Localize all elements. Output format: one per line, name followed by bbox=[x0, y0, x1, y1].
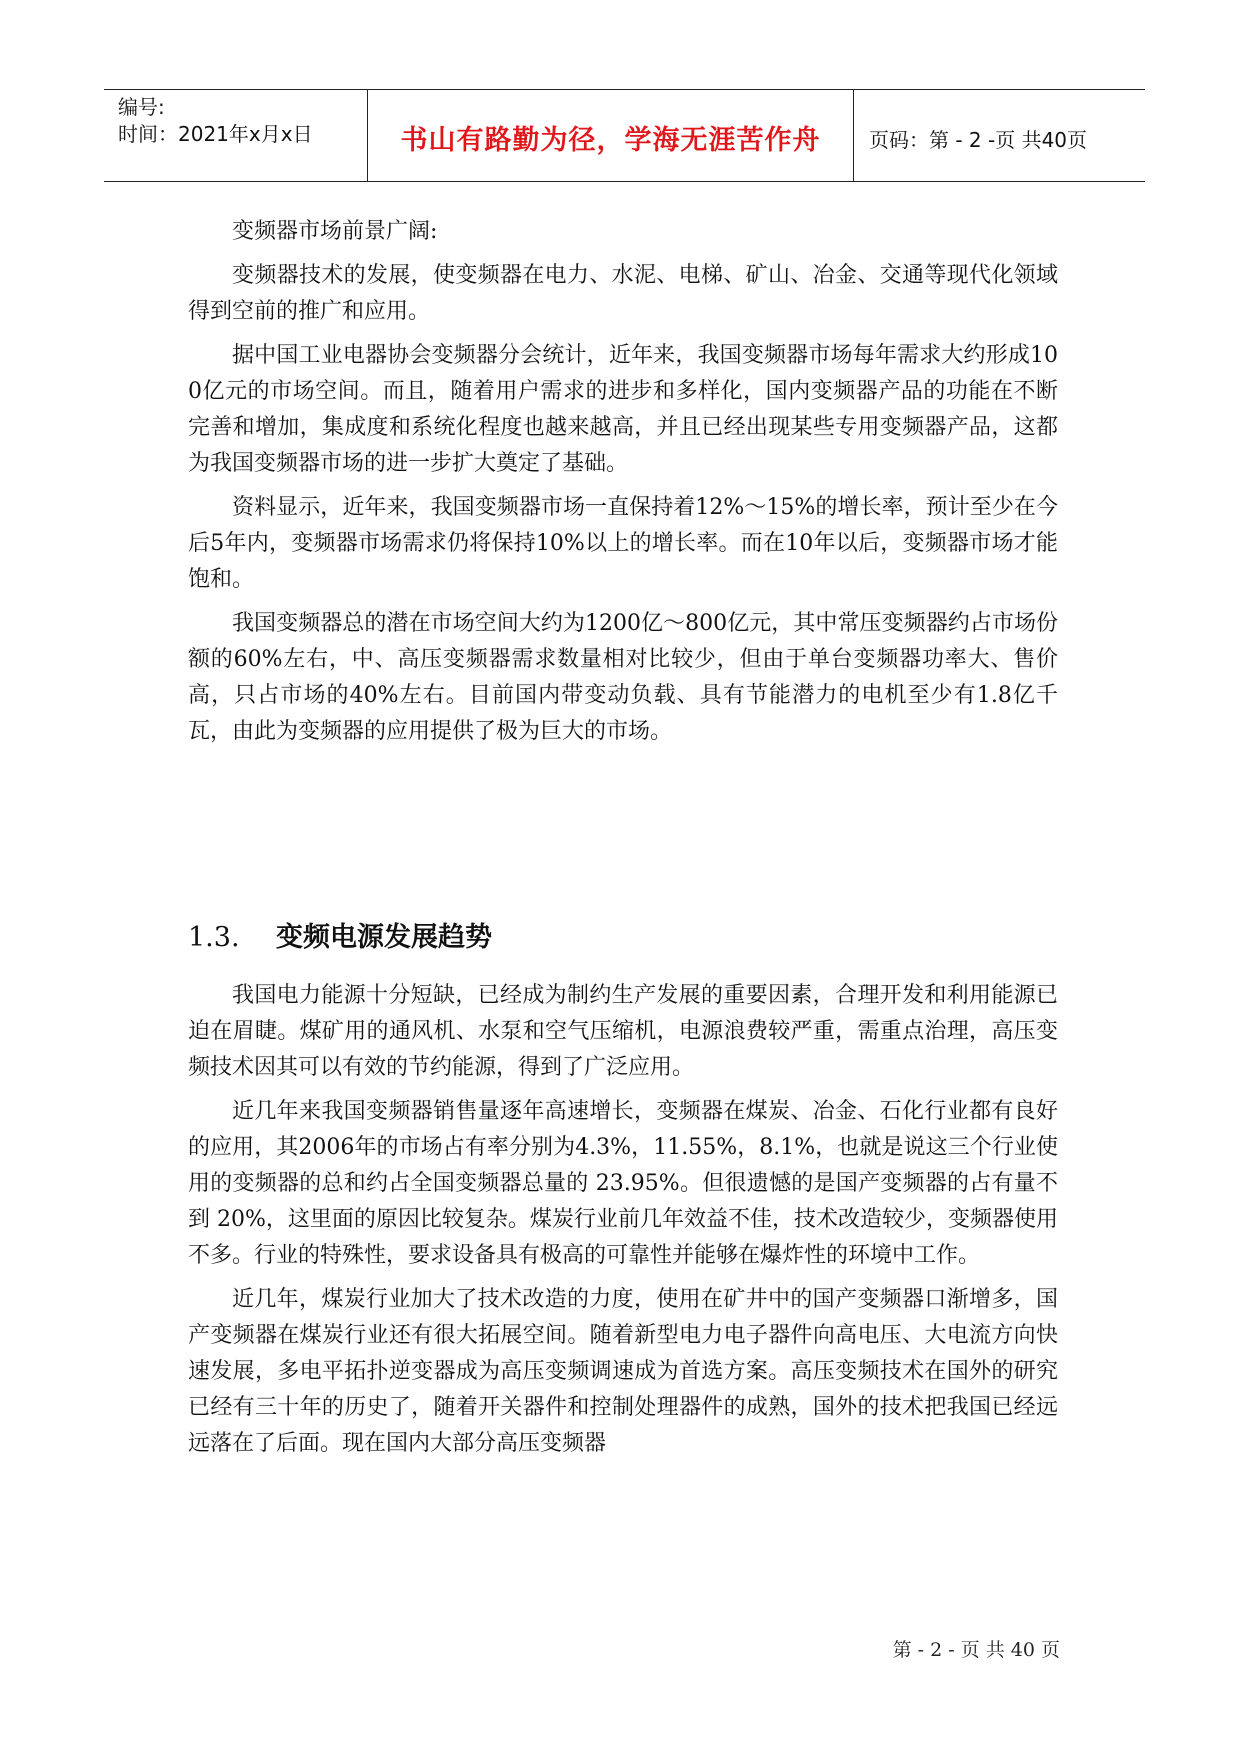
paragraph: 我国电力能源十分短缺，已经成为制约生产发展的重要因素，合理开发和利用能源已迫在眉睫。煤矿用的通风机、水泵和空气压缩机，电源浪费较严重，需重点治理，高压变频技术因其可以有效的节约能源，得到了广泛应用。 bbox=[188, 983, 1058, 1080]
serial-label: 编号: bbox=[118, 95, 165, 119]
document-body bbox=[188, 214, 1058, 750]
time-label: 时间：2021年x月x日 bbox=[118, 122, 313, 146]
section-title: 变频电源发展趋势 bbox=[276, 922, 492, 953]
paragraph: 近几年来我国变频器销售量逐年高速增长，变频器在煤炭、冶金、石化行业都有良好的应用，其2006年的市场占有率分别为4.3%，11.55%，8.1%，也就是说这三个行业使用的变频器的总和约占全国变频器总量的 23.95%。但很遗憾的是国产变频器的占有量不到 20%，这里面的原因比较复杂。煤炭行业前几年效益不佳，技术改造较少，变频器使用不多。行业的特殊性，要求设备具有极高的可靠性并能够在爆炸性的环境中工作。 bbox=[188, 1099, 1058, 1268]
page-footer: 第 - 2 - 页 共 40 页 bbox=[892, 1639, 1060, 1661]
section-number: 1.3. bbox=[188, 922, 240, 953]
section-1-3 bbox=[188, 920, 1058, 1462]
header-meta bbox=[118, 94, 368, 148]
paragraph: 我国变频器总的潜在市场空间大约为1200亿～800亿元，其中常压变频器约占市场份额的60%左右，中、高压变频器需求数量相对比较少，但由于单台变频器功率大、售价高，只占市场的40%左右。目前国内带变动负载、具有节能潜力的电机至少有1.8亿千瓦，由此为变频器的应用提供了极为巨大的市场。 bbox=[188, 611, 1058, 744]
section-heading bbox=[188, 920, 1058, 956]
header-motto: 书山有路勤为径，学海无涯苦作舟 bbox=[400, 125, 821, 156]
header-divider-left bbox=[367, 90, 368, 182]
header-divider-right bbox=[853, 90, 854, 182]
paragraph: 近几年，煤炭行业加大了技术改造的力度，使用在矿井中的国产变频器口渐增多，国产变频器在煤炭行业还有很大拓展空间。随着新型电力电子器件向高电压、大电流方向快速发展，多电平拓扑逆变器成为高压变频调速成为首选方案。高压变频技术在国外的研究已经有三十年的历史了，随着开关器件和控制处理器件的成熟，国外的技术把我国已经远远落在了后面。现在国内大部分高压变频器 bbox=[188, 1287, 1058, 1456]
page-header bbox=[104, 89, 1145, 182]
intro-title: 变频器市场前景广阔: bbox=[232, 219, 438, 244]
paragraph: 据中国工业电器协会变频器分会统计，近年来，我国变频器市场每年需求大约形成100亿元的市场空间。而且，随着用户需求的进步和多样化，国内变频器产品的功能在不断完善和增加，集成度和系统化程度也越来越高，并且已经出现某些专用变频器产品，这都为我国变频器市场的进一步扩大奠定了基础。 bbox=[188, 343, 1058, 476]
paragraph: 变频器技术的发展，使变频器在电力、水泥、电梯、矿山、冶金、交通等现代化领域得到空前的推广和应用。 bbox=[188, 263, 1058, 324]
paragraph: 资料显示，近年来，我国变频器市场一直保持着12%～15%的增长率，预计至少在今后5年内，变频器市场需求仍将保持10%以上的增长率。而在10年以后，变频器市场才能饱和。 bbox=[188, 495, 1058, 592]
header-page-number: 页码：第 - 2 -页 共40页 bbox=[869, 128, 1088, 152]
